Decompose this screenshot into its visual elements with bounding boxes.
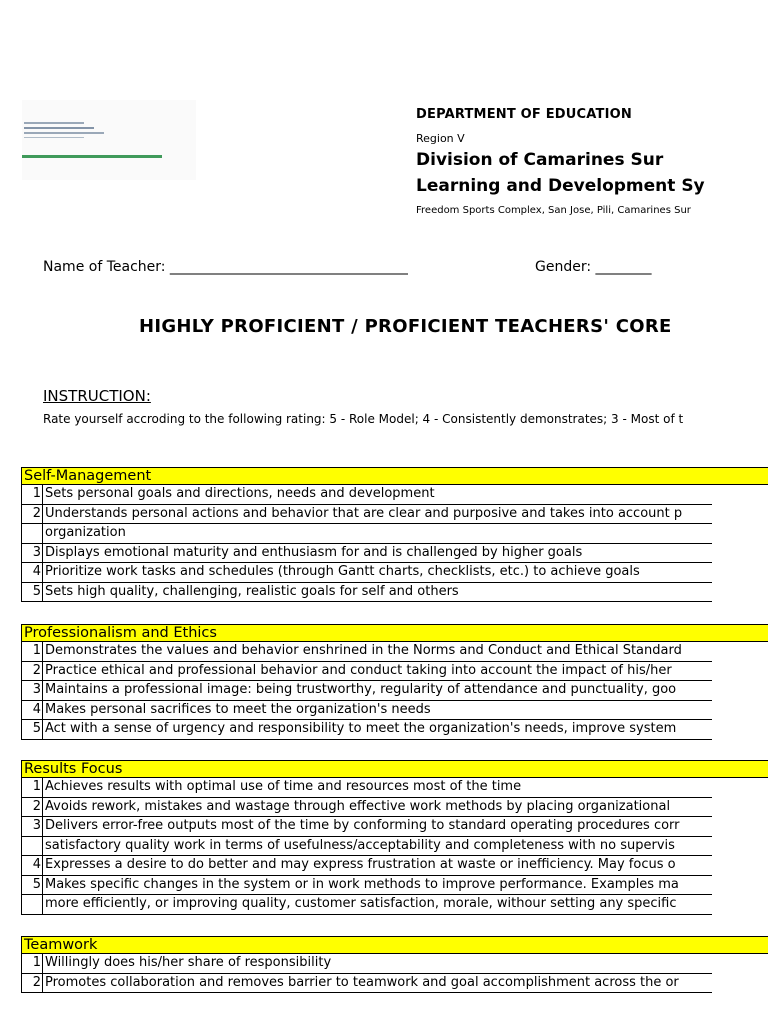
row-text: Displays emotional maturity and enthusiasm for and is challenged by higher goals [45, 544, 583, 560]
row-text: Sets high quality, challenging, realistic goals for self and others [45, 583, 459, 599]
table-row [21, 974, 712, 994]
row-text: Sets personal goals and directions, needs and development [45, 486, 435, 501]
row-text: Avoids rework, mistakes and wastage through effective work methods by placing organizational [45, 798, 671, 814]
instruction-heading: INSTRUCTION: [43, 387, 151, 405]
row-number: 5 [22, 583, 43, 602]
table-row [21, 524, 712, 544]
learning-heading: Learning and Development Sy [416, 176, 705, 196]
row-number: 4 [22, 563, 43, 582]
section-results-focus [21, 760, 712, 915]
table-row [21, 544, 712, 564]
department-heading: DEPARTMENT OF EDUCATION [416, 107, 632, 122]
row-number: 2 [22, 662, 43, 681]
row-number: 3 [22, 544, 43, 563]
row-number: 5 [22, 876, 43, 895]
table-row [21, 954, 712, 974]
row-text: organization [45, 525, 126, 540]
row-number [22, 524, 43, 543]
row-text: Understands personal actions and behavior that are clear and purposive and takes into account p [45, 505, 683, 521]
row-number: 1 [22, 642, 43, 661]
row-text: Maintains a professional image: being trustworthy, regularity of attendance and punctuality, goo [45, 682, 677, 697]
table-row [21, 817, 712, 837]
row-number: 1 [22, 485, 43, 504]
row-text: more efficiently, or improving quality, customer satisfaction, morale, withour setting any specific [45, 896, 677, 911]
row-number: 3 [22, 681, 43, 700]
section-header-overflow [712, 467, 768, 485]
section-header-overflow [712, 624, 768, 642]
row-number: 5 [22, 720, 43, 739]
table-row [21, 642, 712, 662]
table-row [21, 856, 712, 876]
section-header: Teamwork [21, 936, 712, 954]
row-number [22, 895, 43, 914]
table-row [21, 778, 712, 798]
row-text: Makes personal sacrifices to meet the organization's needs [45, 701, 431, 717]
section-header-overflow [712, 936, 768, 954]
section-header: Results Focus [21, 760, 712, 778]
row-number: 4 [22, 856, 43, 875]
row-text: Promotes collaboration and removes barrier to teamwork and goal accomplishment across the or [45, 974, 679, 990]
table-row [21, 485, 712, 505]
row-text: Act with a sense of urgency and responsibility to meet the organization's needs, improve system [45, 721, 677, 736]
row-text: Demonstrates the values and behavior enshrined in the Norms and Conduct and Ethical Standard [45, 643, 682, 658]
row-text: Prioritize work tasks and schedules (through Gantt charts, checklists, etc.) to achieve goals [45, 564, 640, 579]
row-text: Achieves results with optimal use of time and resources most of the time [45, 779, 522, 794]
section-self-management [21, 467, 712, 602]
section-header: Self-Management [21, 467, 712, 485]
table-row [21, 681, 712, 701]
table-row [21, 837, 712, 857]
row-number: 2 [22, 798, 43, 817]
row-text: Practice ethical and professional behavior and conduct taking into account the impact of his/her [45, 662, 672, 678]
row-text: Makes specific changes in the system or in work methods to improve performance. Examples ma [45, 876, 679, 892]
table-row [21, 720, 712, 740]
table-row [21, 662, 712, 682]
address-text: Freedom Sports Complex, San Jose, Pili, Camarines Sur [416, 205, 691, 216]
row-number: 2 [22, 505, 43, 524]
teacher-name-field[interactable]: Name of Teacher: __________________________________ [43, 259, 408, 275]
row-text: Expresses a desire to do better and may express frustration at waste or inefficiency. May focus o [45, 857, 676, 872]
table-row [21, 895, 712, 915]
row-number [22, 837, 43, 856]
instruction-text: Rate yourself accroding to the following rating: 5 - Role Model; 4 - Consistently demonstrates; 3 - Most of t [43, 412, 684, 426]
section-header-overflow [712, 760, 768, 778]
region-text: Region V [416, 132, 465, 145]
table-row [21, 583, 712, 603]
row-text: Willingly does his/her share of responsibility [45, 955, 332, 970]
row-text: satisfactory quality work in terms of usefulness/acceptability and completeness with no supervis [45, 837, 675, 853]
page-title: HIGHLY PROFICIENT / PROFICIENT TEACHERS' CORE [139, 316, 672, 337]
table-row [21, 701, 712, 721]
row-number: 3 [22, 817, 43, 836]
table-row [21, 563, 712, 583]
gender-field[interactable]: Gender: ________ [535, 259, 652, 275]
row-number: 4 [22, 701, 43, 720]
section-header: Professionalism and Ethics [21, 624, 712, 642]
row-number: 1 [22, 954, 43, 973]
table-row [21, 798, 712, 818]
section-teamwork [21, 936, 712, 993]
table-row [21, 876, 712, 896]
row-number: 2 [22, 974, 43, 993]
division-heading: Division of Camarines Sur [416, 150, 664, 170]
section-professionalism-ethics [21, 624, 712, 740]
row-text: Delivers error-free outputs most of the time by conforming to standard operating procedures corr [45, 818, 680, 833]
row-number: 1 [22, 778, 43, 797]
table-row [21, 505, 712, 525]
